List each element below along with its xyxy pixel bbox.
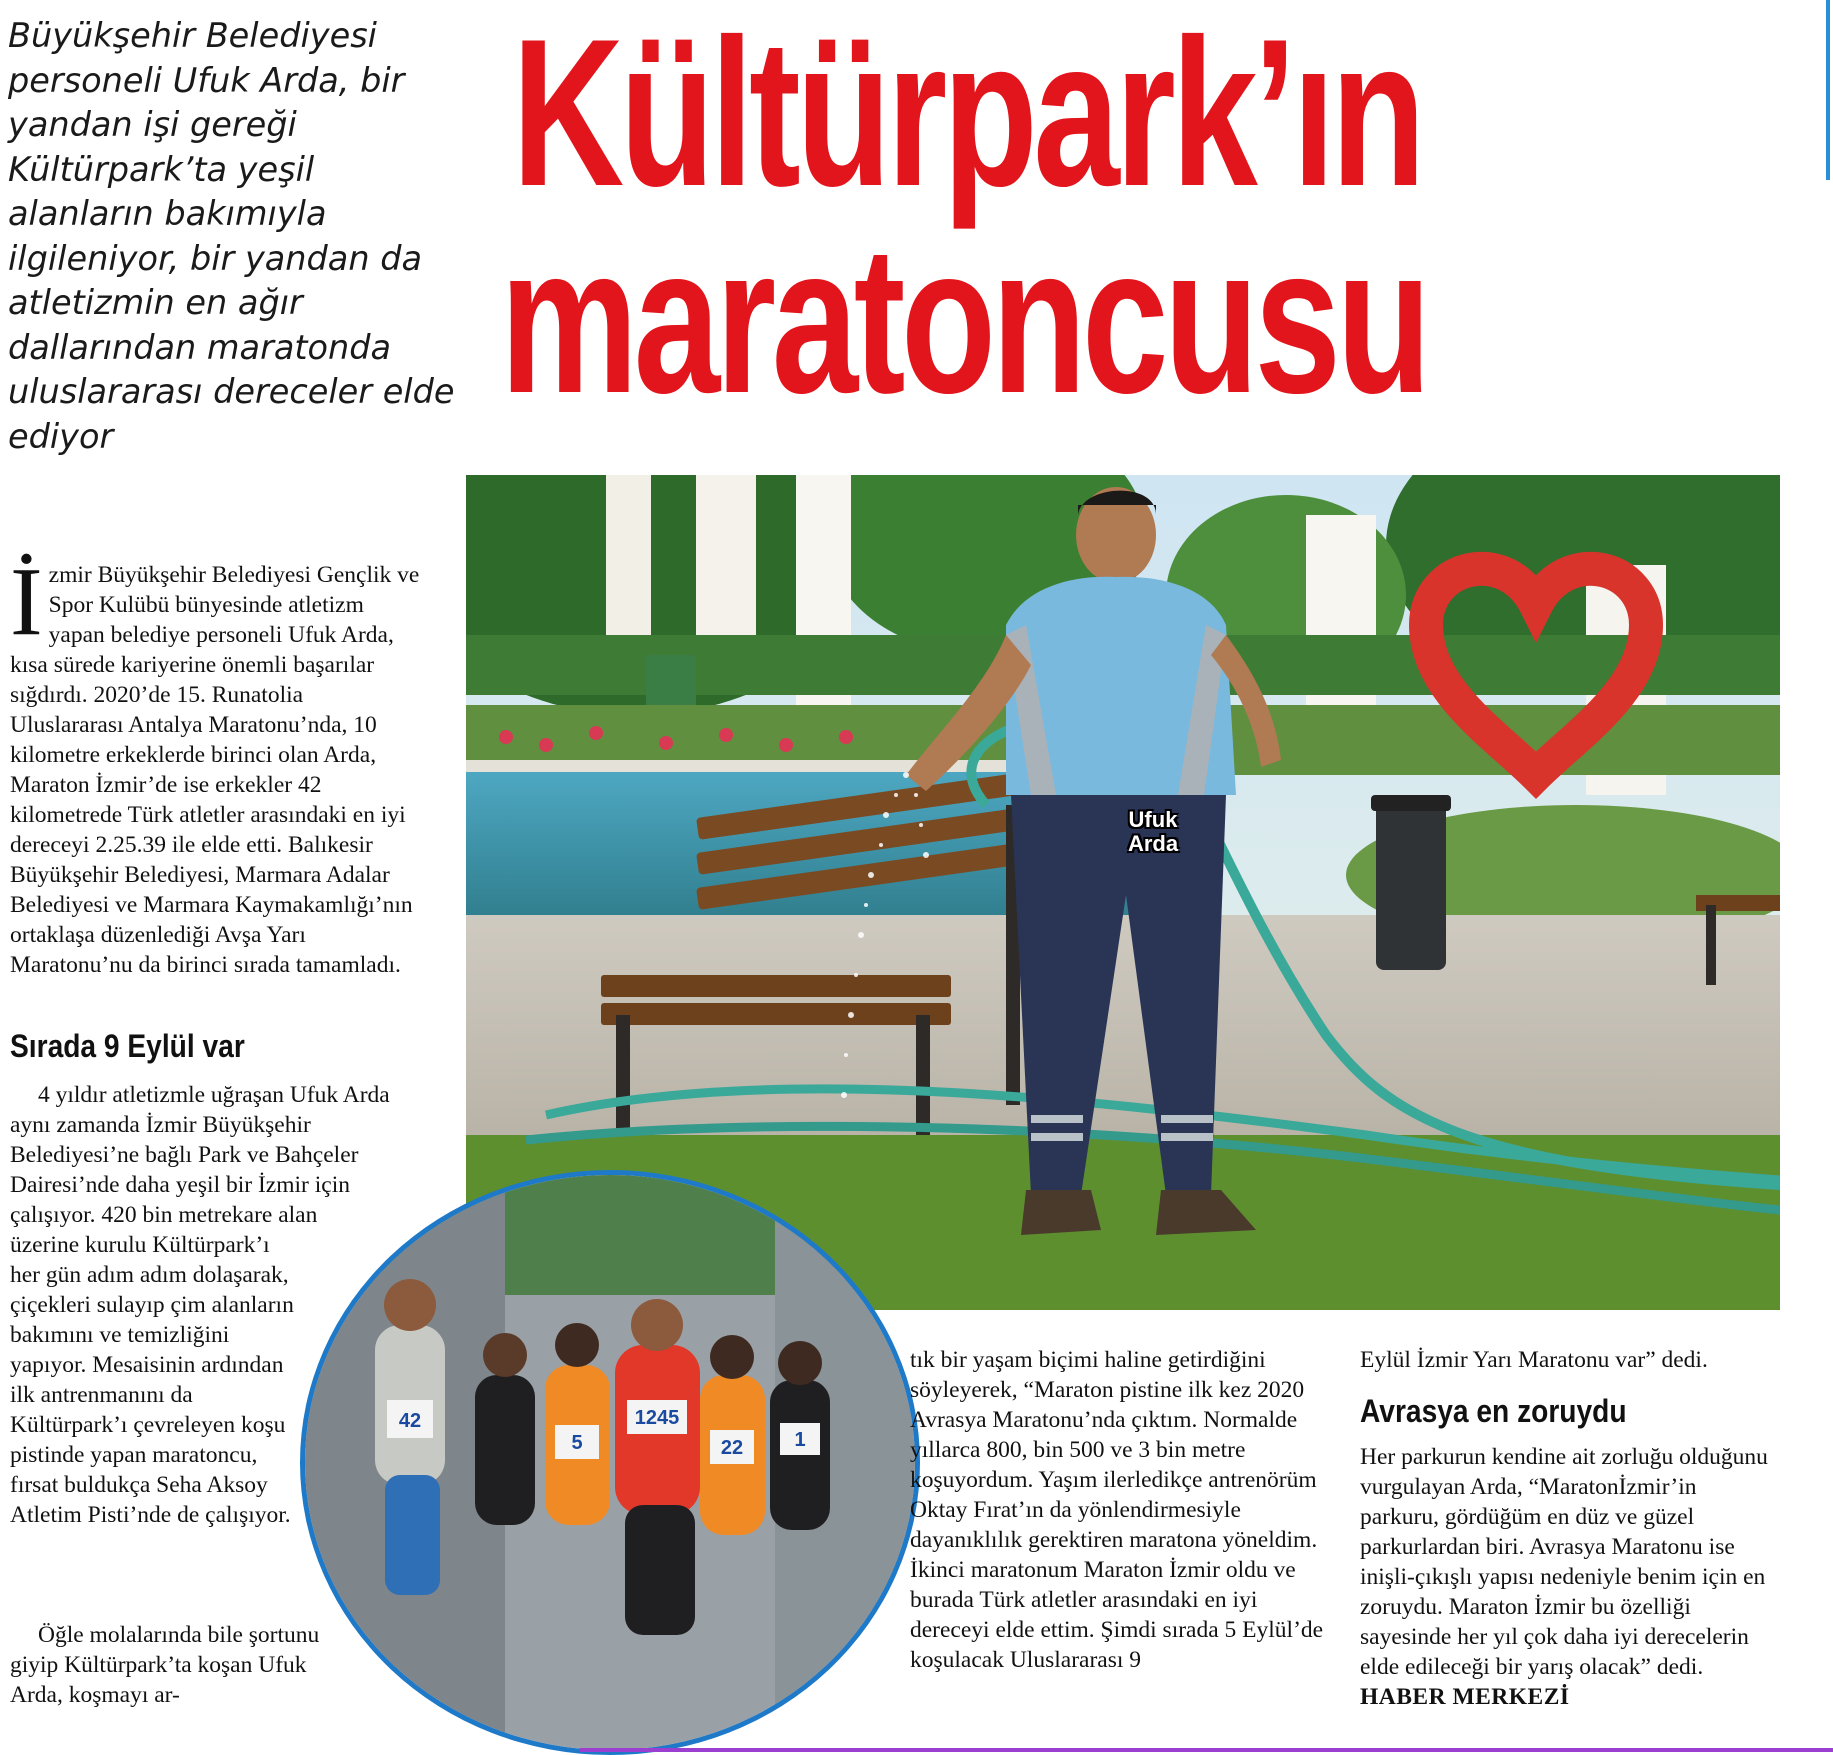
byline-credit: HABER MERKEZİ xyxy=(1360,1684,1570,1710)
spot-text: Büyükşehir Belediyesi personeli Ufuk Arda, bir yandan işi gereği Kültürpark’ta yeşil alanların bakımıyla ilgileniyor, bir yandan da atletizmin en ağır dallarından maratonda uluslararası dereceler elde ediyor xyxy=(8,16,455,456)
article-intro xyxy=(10,548,422,980)
intro-text: zmir Büyükşehir Belediyesi Gençlik ve Spor Kulübü bünyesinde atletizm yapan belediye personeli Ufuk Arda, kısa sürede kariyerine önemli başarılar sığdırdı. 2020’de 15. Runatolia Uluslararası Antalya Maratonu’nda, 10 kilometre erkeklerde birinci olan Arda, Maraton İzmir’de ise erkekler 42 kilometrede Türk atletler arasındaki en iyi dereceyi 2.25.39 ile elde etti. Balıkesir Büyükşehir Belediyesi, Marmara Adalar Belediyesi ve Marmara Kaymakamlığı’nın ortaklaşa düzenlediği Avşa Yarı Maratonu’nu da birinci sırada tamamladı. xyxy=(10,562,420,978)
photo-label-line-2: Arda xyxy=(1127,831,1179,856)
right-edge-rule xyxy=(1826,0,1830,180)
bib-number-4: 22 xyxy=(720,1437,744,1459)
article-column-2: tık bir yaşam biçimi haline getirdiğini söyleyerek, “Maraton pistine ilk kez 2020 Avrasya Maratonu’nda çıktım. Normalde yıllarca 800, bin 500 ve 3 bin metre koşuyordum. Yaşım ilerledikçe antrenörüm Oktay Fırat’ın da yönlendirmesiyle dayanıklılık gerektiren maratona yöneldim. İkinci maratonum Maraton İzmir oldu ve burada Türk atletler arasındaki en iyi dereceyi elde ettim. Şimdi sırada 5 Eylül’de koşulacak Uluslararası 9 xyxy=(910,1347,1324,1673)
runners-illustration xyxy=(305,1175,915,1750)
photo-label-line-1: Ufuk xyxy=(1128,807,1178,832)
photo-caption-label xyxy=(1118,808,1188,856)
article-paragraph-2-start: 4 yıldır atletizmle uğraşan Ufuk Arda aynı zamanda İzmir Büyükşehir Belediyesi’ne bağlı Park ve Bahçeler Dairesi’nde daha yeşil bir İzmir için çalışıyor. 420 bin metrekare alan xyxy=(10,1082,390,1228)
bib-number-1: 42 xyxy=(398,1410,422,1432)
runners-photo xyxy=(300,1170,920,1755)
article-paragraph-3: Öğle molalarında bile şortunu giyip Kültürpark’ta koşan Ufuk Arda, koşmayı ar- xyxy=(10,1622,320,1708)
bib-number-2: 5 xyxy=(571,1432,583,1454)
bib-number-5: 1 xyxy=(794,1429,806,1451)
article-paragraph-2-cont: üzerine kurulu Kültürpark’ı her gün adım adım dolaşarak, çiçekleri sulayıp çim alanların bakımını ve temizliğini yapıyor. Mesaisinin ardından ilk antrenmanını da Kültürpark’ı çevreleyen koşu pistinde yapan maratoncu, fırsat buldukça Seha Aksoy Atletim Pisti’nde de çalışıyor. xyxy=(10,1232,294,1528)
article-column-3-top: Eylül İzmir Yarı Maratonu var” dedi. xyxy=(1360,1347,1708,1373)
article-column-3 xyxy=(1360,1442,1780,1712)
bottom-accent-rule xyxy=(580,1748,1833,1752)
headline-line-1: Kültürpark’ın xyxy=(512,0,1422,230)
headline-line-2: maratoncusu xyxy=(500,202,1427,437)
bib-number-3: 1245 xyxy=(634,1407,680,1429)
subhead-avrasya-en-zoruydu: Avrasya en zoruydu xyxy=(1360,1393,1627,1429)
column-3-text: Her parkurun kendine ait zorluğu olduğunu vurgulayan Arda, “Maratonİzmir’in parkuru, gördüğüm en düz ve güzel parkurlardan biri. Avrasya Maratonu ise inişli-çıkışlı yapısı nedeniyle benim için en zoruydu. Maraton İzmir bu özelliği sayesinde her yıl çok daha iyi derecelerin elde edileceği bir yarış olacak” dedi. xyxy=(1360,1444,1768,1680)
drop-cap: İ xyxy=(10,548,43,656)
subhead-sirada-9-eylul: Sırada 9 Eylül var xyxy=(10,1028,245,1064)
